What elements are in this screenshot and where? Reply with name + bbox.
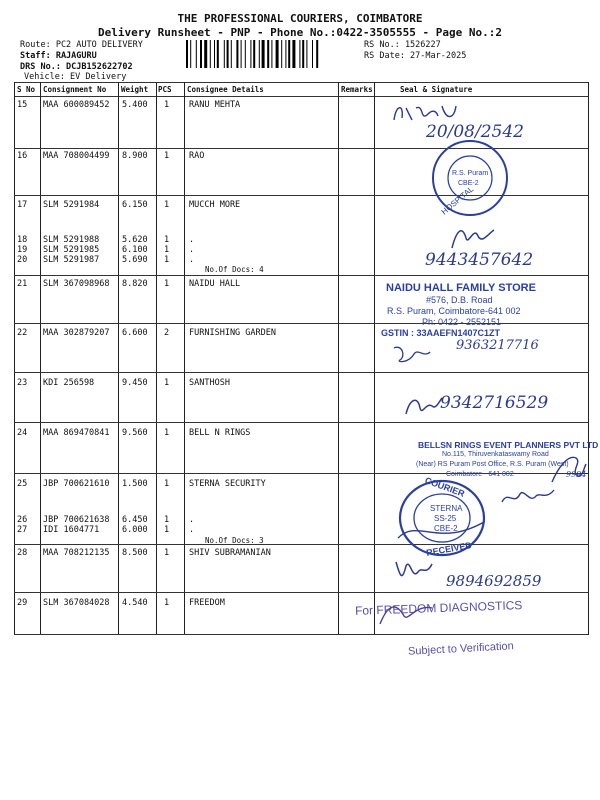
row-consignment: IDI 1604771 bbox=[43, 525, 100, 535]
vehicle-info: Vehicle: EV Delivery bbox=[24, 72, 127, 82]
row-separator bbox=[14, 372, 588, 373]
row-consignee: RAO bbox=[189, 151, 205, 161]
row-consignee: STERNA SECURITY bbox=[189, 479, 266, 489]
freedom-stamp: For FREEDOM DIAGNOSTICS bbox=[354, 598, 523, 618]
row-weight: 6.000 bbox=[122, 525, 148, 535]
row-consignee: . bbox=[189, 515, 195, 525]
row-consignment: MAA 708212135 bbox=[43, 548, 110, 558]
hospital-stamp-ring: HOSPITAL bbox=[439, 184, 476, 217]
bell-stamp-address: No.115, Thiruvenkataswamy Road bbox=[442, 451, 549, 458]
row-weight: 8.500 bbox=[122, 548, 148, 558]
row-consignee: . bbox=[189, 255, 195, 265]
bell-stamp-address: Coimbatore - 641 002 bbox=[446, 471, 514, 478]
row-weight: 6.600 bbox=[122, 328, 148, 338]
row-consignee: . bbox=[189, 245, 195, 255]
row-consignee: . bbox=[189, 525, 195, 535]
table-top-rule bbox=[14, 82, 588, 83]
company-title: THE PROFESSIONAL COURIERS, COIMBATORE bbox=[177, 12, 423, 25]
naidu-stamp-address: R.S. Puram, Coimbatore-641 002 bbox=[387, 306, 521, 316]
row-sno: 17 bbox=[17, 200, 28, 210]
table-col-rule bbox=[156, 82, 157, 635]
col-header-sno: S No bbox=[17, 85, 36, 94]
row-pcs: 1 bbox=[164, 200, 170, 210]
row-weight: 9.450 bbox=[122, 378, 148, 388]
row-separator bbox=[14, 592, 588, 593]
row-separator bbox=[14, 422, 588, 423]
row-consignee: SHIV SUBRAMANIAN bbox=[189, 548, 271, 558]
row-weight: 5.690 bbox=[122, 255, 148, 265]
table-col-rule bbox=[338, 82, 339, 635]
table-col-rule bbox=[374, 82, 375, 635]
row-consignment: KDI 256598 bbox=[43, 378, 95, 388]
row-pcs: 1 bbox=[164, 151, 170, 161]
row-sno: 22 bbox=[17, 328, 28, 338]
signature-mark bbox=[448, 222, 498, 252]
row-sno: 23 bbox=[17, 378, 28, 388]
courier-stamp-top: COURIER bbox=[423, 475, 466, 499]
row-consignment: MAA 600089452 bbox=[43, 100, 110, 110]
table-col-rule bbox=[40, 82, 41, 635]
col-header-consignment: Consignment No bbox=[43, 85, 107, 94]
row-sno: 28 bbox=[17, 548, 28, 558]
row-separator bbox=[14, 323, 588, 324]
row-pcs: 1 bbox=[164, 378, 170, 388]
row-consignment: SLM 5291987 bbox=[43, 255, 100, 265]
row-sno: 20 bbox=[17, 255, 28, 265]
courier-stamp-line: CBE-2 bbox=[434, 524, 458, 533]
table-header-rule bbox=[14, 96, 588, 97]
route-info: Route: PC2 AUTO DELIVERY bbox=[20, 40, 143, 50]
row-pcs: 1 bbox=[164, 525, 170, 535]
handwritten-phone: 9894692859 bbox=[446, 572, 542, 590]
courier-stamp-bottom: RECEIVED bbox=[425, 540, 473, 558]
row-pcs: 1 bbox=[164, 100, 170, 110]
table-col-rule bbox=[118, 82, 119, 635]
row-consignment: MAA 708004499 bbox=[43, 151, 110, 161]
row-consignment: MAA 869470841 bbox=[43, 428, 110, 438]
row-consignee: BELL N RINGS bbox=[189, 428, 251, 438]
courier-stamp-line: STERNA bbox=[430, 504, 463, 513]
row-consignee: MUCCH MORE bbox=[189, 200, 241, 210]
handwritten-phone: 9363217716 bbox=[456, 338, 539, 353]
row-consignment: SLM 5291984 bbox=[43, 200, 100, 210]
row-pcs: 1 bbox=[164, 255, 170, 265]
row-pcs: 1 bbox=[164, 479, 170, 489]
row-weight: 5.620 bbox=[122, 235, 148, 245]
row-consignment: SLM 5291985 bbox=[43, 245, 100, 255]
row-weight: 6.150 bbox=[122, 200, 148, 210]
row-consignment: JBP 700621610 bbox=[43, 479, 110, 489]
row-consignee: RANU MEHTA bbox=[189, 100, 241, 110]
signature-mark bbox=[394, 556, 434, 586]
row-consignee: FURNISHING GARDEN bbox=[189, 328, 276, 338]
row-pcs: 1 bbox=[164, 279, 170, 289]
bell-stamp-address: (Near) RS Puram Post Office, R.S. Puram (West) bbox=[416, 461, 569, 468]
row-weight: 1.500 bbox=[122, 479, 148, 489]
row-consignee: SANTHOSH bbox=[189, 378, 230, 388]
row-consignment: SLM 367098968 bbox=[43, 279, 110, 289]
row-sno: 26 bbox=[17, 515, 28, 525]
barcode bbox=[186, 40, 356, 68]
row-sno: 18 bbox=[17, 235, 28, 245]
row-pcs: 1 bbox=[164, 598, 170, 608]
row-weight: 5.400 bbox=[122, 100, 148, 110]
col-header-remarks: Remarks bbox=[341, 85, 373, 94]
table-col-rule bbox=[184, 82, 185, 635]
rs-date: RS Date: 27-Mar-2025 bbox=[364, 51, 467, 61]
row-separator bbox=[14, 634, 588, 635]
row-weight: 6.100 bbox=[122, 245, 148, 255]
signature-mark bbox=[500, 484, 560, 512]
row-consignment: SLM 367084028 bbox=[43, 598, 110, 608]
naidu-stamp-gstin: GSTIN : 33AAEFN1407C1ZT bbox=[381, 328, 501, 338]
row-pcs: 1 bbox=[164, 245, 170, 255]
drs-info: DRS No.: DCJB152622702 bbox=[20, 62, 133, 72]
courier-stamp-line: SS-25 bbox=[434, 514, 457, 523]
row-weight: 9.560 bbox=[122, 428, 148, 438]
row-pcs: 1 bbox=[164, 235, 170, 245]
hospital-stamp-code: CBE-2 bbox=[458, 180, 479, 187]
table-col-rule bbox=[14, 82, 15, 635]
signature-mark bbox=[404, 394, 444, 420]
row-sno: 29 bbox=[17, 598, 28, 608]
row-pcs: 1 bbox=[164, 428, 170, 438]
staff-info: Staff: RAJAGURU bbox=[20, 51, 97, 61]
col-header-consignee: Consignee Details bbox=[187, 85, 264, 94]
docs-count-note: No.Of Docs: 3 bbox=[205, 536, 264, 545]
row-sno: 24 bbox=[17, 428, 28, 438]
rs-number: RS No.: 1526227 bbox=[364, 40, 441, 50]
col-header-weight: Weight bbox=[121, 85, 149, 94]
row-consignment: MAA 302879207 bbox=[43, 328, 110, 338]
row-sno: 25 bbox=[17, 479, 28, 489]
hospital-stamp-town: R.S. Puram bbox=[452, 170, 489, 177]
row-sno: 16 bbox=[17, 151, 28, 161]
col-header-signature: Seal & Signature bbox=[400, 85, 473, 94]
row-sno: 15 bbox=[17, 100, 28, 110]
col-header-pcs: PCS bbox=[158, 85, 172, 94]
row-weight: 8.820 bbox=[122, 279, 148, 289]
naidu-stamp-phone: Ph: 0422 - 2552151 bbox=[422, 317, 502, 327]
row-separator bbox=[14, 544, 588, 545]
row-pcs: 1 bbox=[164, 548, 170, 558]
handwritten-phone: 9443457642 bbox=[425, 250, 534, 270]
naidu-stamp-address: #576, D.B. Road bbox=[426, 295, 493, 305]
verification-stamp: Subject to Verification bbox=[407, 640, 515, 658]
handwritten-phone: 9994 bbox=[566, 470, 587, 479]
docs-count-note: No.Of Docs: 4 bbox=[205, 265, 264, 274]
table-col-rule bbox=[588, 82, 589, 635]
row-weight: 6.450 bbox=[122, 515, 148, 525]
bell-stamp-name: BELLSN RINGS EVENT PLANNERS PVT LTD bbox=[418, 440, 599, 450]
row-pcs: 1 bbox=[164, 515, 170, 525]
signature-mark bbox=[392, 342, 432, 366]
row-consignee: NAIDU HALL bbox=[189, 279, 241, 289]
runsheet-subtitle: Delivery Runsheet - PNP - Phone No.:0422-3505555 - Page No.:2 bbox=[98, 26, 502, 39]
row-weight: 8.900 bbox=[122, 151, 148, 161]
row-pcs: 2 bbox=[164, 328, 170, 338]
naidu-stamp-name: NAIDU HALL FAMILY STORE bbox=[386, 282, 536, 294]
row-weight: 4.540 bbox=[122, 598, 148, 608]
handwritten-date: 20/08/2542 bbox=[426, 122, 524, 142]
signature-mark bbox=[548, 448, 588, 488]
row-consignee: FREEDOM bbox=[189, 598, 225, 608]
handwritten-phone: 9342716529 bbox=[440, 393, 549, 413]
signature-mark bbox=[376, 598, 436, 630]
row-consignment: JBP 700621638 bbox=[43, 515, 110, 525]
row-consignment: SLM 5291988 bbox=[43, 235, 100, 245]
row-sno: 27 bbox=[17, 525, 28, 535]
row-separator bbox=[14, 275, 588, 276]
row-consignee: . bbox=[189, 235, 195, 245]
row-sno: 21 bbox=[17, 279, 28, 289]
row-sno: 19 bbox=[17, 245, 28, 255]
